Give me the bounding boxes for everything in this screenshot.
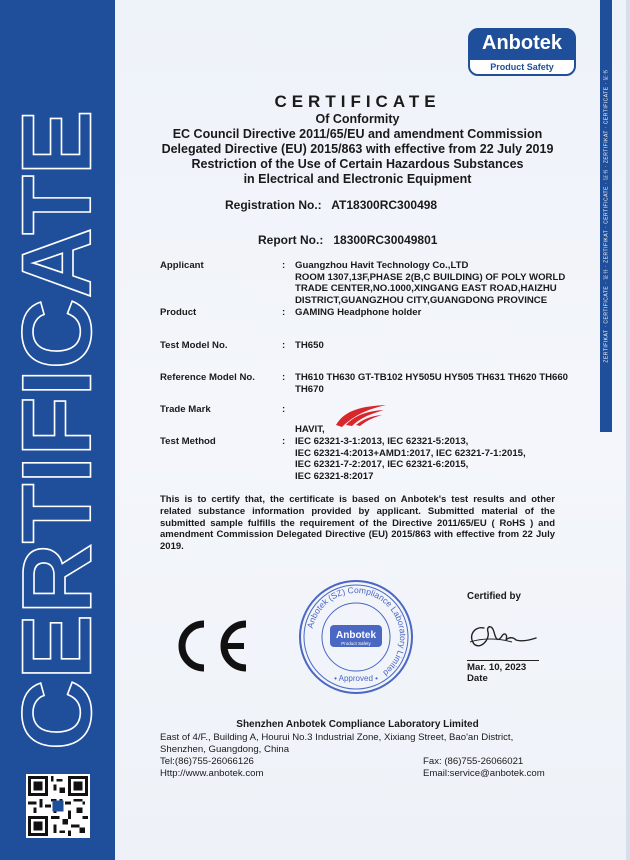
- seal-center-text: Anbotek: [336, 630, 376, 641]
- test-method-line: IEC 62321-3-1:2013, IEC 62321-5:2013,: [295, 436, 469, 447]
- certificate-title: CERTIFICATE: [274, 92, 441, 111]
- date-label: Date: [467, 673, 488, 684]
- anbotek-logo: [468, 28, 576, 76]
- trade-mark-label: Trade Mark: [160, 404, 211, 415]
- lab-website: Http://www.anbotek.com: [160, 768, 264, 779]
- reference-model-label: Reference Model No.: [160, 372, 255, 383]
- right-security-strip: [600, 0, 612, 432]
- sidebar-certificate-word: CERTIFICATE: [1, 109, 112, 751]
- applicant-colon: :: [282, 260, 286, 271]
- logo-tagline: Product Safety: [470, 60, 574, 74]
- test-method-label: Test Method: [160, 436, 216, 447]
- registration-label: Registration No.:: [225, 198, 322, 212]
- seal-approved-text: • Approved •: [334, 674, 378, 683]
- report-label: Report No.:: [258, 233, 324, 247]
- test-method-line: IEC 62321-4:2013+AMD1:2017, IEC 62321-7-1:2015,: [295, 447, 526, 459]
- lab-address-line: Shenzhen, Guangdong, China: [160, 743, 290, 755]
- registration-number: [225, 198, 437, 212]
- reference-model-line: TH610 TH630 GT-TB102 HY505U HY505 TH631 TH620 TH660: [295, 372, 569, 383]
- left-sidebar: [0, 0, 115, 860]
- lab-email: Email:service@anbotek.com: [423, 768, 545, 779]
- test-method-colon: :: [282, 436, 286, 447]
- certification-statement: This is to certify that, the certificate is based on Anbotek's test results and other related substance information provided by applicant. Submitted material of the submitted sample fulfills the requirement of the Directive 2011/65/EU ( RoHS ) and amendment Commission Delegated Directive (EU) 2015/863 with effective from 22 July 2019.: [160, 494, 555, 553]
- trade-mark-colon: :: [282, 404, 286, 415]
- product-label: Product: [160, 307, 197, 318]
- test-method-line: IEC 62321-7-2:2017, IEC 62321-6:2015,: [295, 459, 469, 471]
- seal-center-subtext: Product Safety: [341, 641, 371, 646]
- strip-text: ZERTIFIKAT · CERTIFICATE · 证书 · ZERTIFIKAT · CERTIFICATE · 证书 · ZERTIFIKAT · CERTIFICATE · 证书: [603, 69, 610, 363]
- ce-mark-icon: [170, 618, 252, 674]
- subtitle-line-5: in Electrical and Electronic Equipment: [243, 172, 472, 186]
- lab-name: Shenzhen Anbotek Compliance Laboratory Limited: [236, 719, 479, 730]
- applicant-value: [295, 260, 595, 306]
- right-edge: [626, 0, 630, 860]
- certified-by-label: Certified by: [467, 591, 521, 602]
- subtitle-line-1: Of Conformity: [315, 112, 400, 126]
- subtitle-line-4: Restriction of the Use of Certain Hazardous Substances: [191, 157, 524, 171]
- applicant-line: Guangzhou Havit Technology Co.,LTD: [295, 260, 469, 271]
- subtitle-line-3: Delegated Directive (EU) 2015/863 with effective from 22 July 2019: [161, 142, 554, 156]
- test-model-colon: :: [282, 340, 286, 351]
- reference-model-value: [295, 372, 595, 395]
- report-number: [258, 233, 437, 247]
- lab-fax: Fax: (86)755-26066021: [423, 756, 524, 767]
- signature-image: [462, 618, 542, 652]
- reference-model-line: TH670: [295, 383, 324, 395]
- trade-mark-value: HAVIT,: [295, 424, 325, 435]
- applicant-label: Applicant: [160, 260, 204, 271]
- test-model-label: Test Model No.: [160, 340, 228, 351]
- test-model-value: TH650: [295, 340, 324, 351]
- applicant-line: DISTRICT,GUANGZHOU CITY,GUANGDONG PROVINCE: [295, 294, 548, 306]
- product-colon: :: [282, 307, 286, 318]
- applicant-line: ROOM 1307,13F,PHASE 2(B,C BUILDING) OF POLY WORLD: [295, 271, 566, 283]
- test-method-value: [295, 436, 595, 482]
- seal-ring-text: Anbotek (SZ) Compliance Laboratory Limited: [304, 584, 409, 679]
- applicant-line: TRADE CENTER,NO.1000,XINGANG EAST ROAD,HAIZHU: [295, 283, 557, 295]
- lab-tel: Tel:(86)755-26066126: [160, 756, 254, 767]
- report-value: 18300RC30049801: [333, 233, 438, 247]
- approval-seal: [297, 578, 415, 696]
- lab-address-line: East of 4/F., Building A, Hourui No.3 Industrial Zone, Xixiang Street, Bao'an District,: [160, 732, 514, 743]
- qr-code-icon: [26, 774, 90, 838]
- test-method-line: IEC 62321-8:2017: [295, 470, 374, 482]
- lab-address: [160, 732, 560, 756]
- reference-model-colon: :: [282, 372, 286, 383]
- signature-date: Mar. 10, 2023: [467, 660, 539, 673]
- subtitle-line-2: EC Council Directive 2011/65/EU and amendment Commission: [172, 127, 543, 141]
- logo-name: Anbotek: [482, 32, 562, 54]
- product-value: GAMING Headphone holder: [295, 307, 422, 318]
- registration-value: AT18300RC300498: [331, 198, 438, 212]
